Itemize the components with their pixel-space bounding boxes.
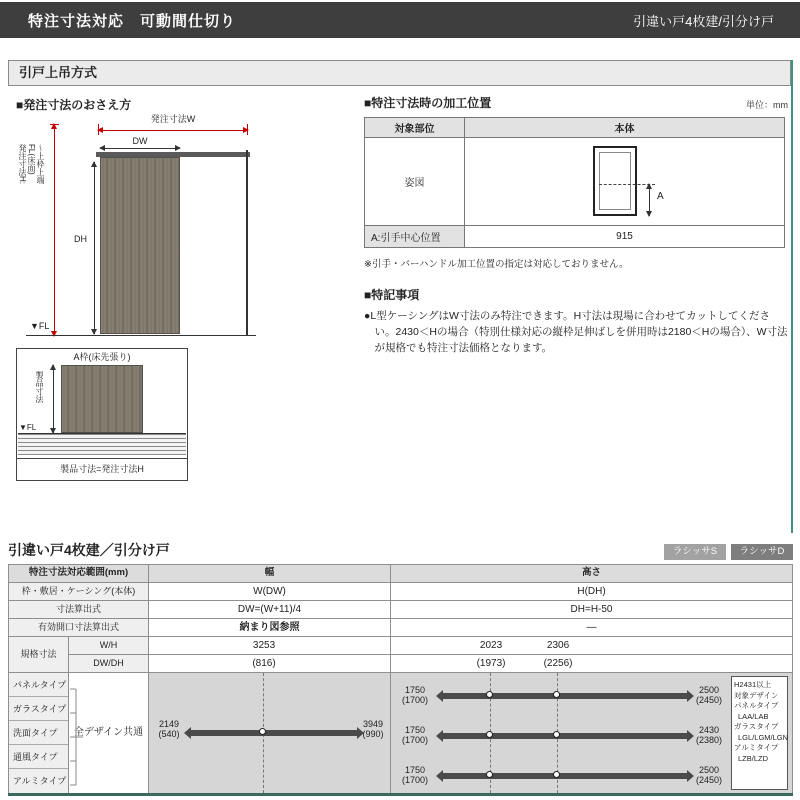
- width-range-diagram: [149, 673, 391, 795]
- width-min-sub: (540): [158, 729, 180, 739]
- h2431-note-line: LZB/LZD: [738, 753, 769, 763]
- machining-col-body: 本体: [465, 118, 785, 138]
- height-min-sub: (1700): [402, 735, 429, 745]
- height-range-bar: [443, 733, 687, 739]
- h2431-note-line: 対象デザイン: [734, 690, 779, 700]
- a-frame-title: A枠(床先張り): [73, 352, 131, 362]
- handle-center-label: A:引手中心位置: [365, 226, 465, 248]
- dim-h-label-line1: 発注寸法H:: [18, 144, 27, 184]
- height-min-label: [395, 725, 435, 745]
- height-min-value: 1750: [405, 725, 426, 735]
- type-group-brace: [70, 677, 84, 795]
- door-panel: [100, 157, 180, 334]
- product-dim-arrow: [53, 365, 54, 433]
- height-range-diagram: [391, 673, 793, 795]
- all-designs-cell: [69, 673, 149, 795]
- page-title: 特注寸法対応 可動間仕切り: [28, 12, 237, 30]
- dim-w-tick-left: [98, 124, 99, 135]
- height-max-label: [689, 765, 729, 785]
- door-type-label: パネルタイプ: [9, 673, 68, 697]
- height-max-label: [689, 725, 729, 745]
- opening-row-height: ―: [391, 619, 793, 637]
- width-standard-dot: [259, 728, 266, 735]
- height-max-sub: (2450): [696, 695, 723, 705]
- standard-dw-value: (816): [252, 658, 276, 669]
- width-min-label: [149, 719, 189, 739]
- dim-a-arrow: [649, 184, 650, 216]
- h2431-note-line: LGL/LGM/LGN: [738, 732, 789, 742]
- door-type-label: ガラスタイプ: [9, 697, 68, 721]
- height-range-bar: [443, 773, 687, 779]
- machining-heading: ■特注寸法時の加工位置: [364, 96, 492, 110]
- handle-center-value: 915: [465, 226, 785, 248]
- badge-lasissa-s: ラシッサS: [664, 544, 726, 560]
- all-designs-label: 全デザイン共通: [73, 727, 144, 739]
- height-standard-dot: [486, 771, 493, 778]
- dim-h-tick-top: [50, 124, 59, 125]
- frame-row-width: W(DW): [149, 583, 391, 601]
- machining-figure-label: 姿図: [365, 138, 465, 226]
- h2431-note-line: ガラスタイプ: [734, 722, 779, 731]
- machining-table: [364, 117, 785, 248]
- standard-size-label: 規格寸法: [9, 637, 69, 673]
- dim-w-label: 発注寸法W: [150, 114, 196, 124]
- door-type-label: 通風タイプ: [9, 745, 68, 769]
- product-dim-label: 製品寸法: [35, 371, 44, 403]
- opening-row-label: 有効開口寸法算出式: [9, 619, 149, 637]
- width-max-sub: (990): [362, 729, 384, 739]
- section-title-hanging-method: 引戸上吊方式: [8, 60, 791, 86]
- standard-height-cell: [391, 637, 793, 655]
- h2431-note-line: パネルタイプ: [734, 701, 779, 710]
- size-range-section: [8, 538, 793, 796]
- h2431-note-line: H2431以上: [734, 680, 772, 689]
- door-outline: [593, 146, 637, 216]
- standard-width-cell: [149, 637, 391, 655]
- standard-dh-cell: [391, 655, 793, 673]
- machining-column: [364, 94, 788, 356]
- head-width: 幅: [149, 565, 391, 583]
- width-min-value: 2149: [159, 719, 180, 729]
- height-max-value: 2500: [699, 685, 720, 695]
- h2431-design-note: [731, 676, 788, 790]
- remarks-heading: ■特記事項: [364, 288, 420, 302]
- standard-dw-cell: [149, 655, 391, 673]
- opening-row-width: 納まり図参照: [149, 619, 391, 637]
- top-header-bar: [0, 2, 800, 38]
- height-standard-dot: [553, 771, 560, 778]
- upper-content: [8, 86, 791, 533]
- standard-wh-label: W/H: [69, 637, 149, 655]
- height-min-label: [395, 685, 435, 705]
- product-type-label: 引違い戸4枚建/引分け戸: [633, 13, 774, 29]
- formula-row-width: DW=(W+11)/4: [149, 601, 391, 619]
- dim-h-label-line2: FL(床面): [27, 144, 36, 175]
- door-type-label: 洗面タイプ: [9, 721, 68, 745]
- machining-note: ※引手・バーハンドル加工位置の指定は対応しておりません。: [364, 259, 629, 270]
- order-dimension-diagram: [16, 114, 361, 350]
- a-frame-diagram: [16, 348, 188, 481]
- height-max-sub: (2380): [696, 735, 723, 745]
- floor-hatch: [18, 434, 186, 455]
- height-min-label: [395, 765, 435, 785]
- a-frame-caption: 製品寸法=発注寸法H: [17, 458, 187, 480]
- size-range-table: [8, 564, 793, 796]
- height-max-value: 2500: [699, 765, 720, 775]
- height-max-sub: (2450): [696, 775, 723, 785]
- door-type-list: [9, 673, 69, 795]
- hanging-method-section: [8, 60, 793, 533]
- dim-dh-arrow: [94, 162, 95, 334]
- head-range: 特注寸法対応範囲(mm): [9, 565, 149, 583]
- door-outline-inner: [599, 152, 631, 210]
- height-max-label: [689, 685, 729, 705]
- frame-row-label: 枠・敷居・ケーシング(本体): [9, 583, 149, 601]
- dim-dh-label: DH: [74, 234, 87, 244]
- height-min-sub: (1700): [402, 775, 429, 785]
- dim-w-tick-right: [247, 124, 248, 135]
- head-height: 高さ: [391, 565, 793, 583]
- dim-h-label-line3: ～上枠上端: [36, 144, 45, 184]
- formula-row-height: DH=H-50: [391, 601, 793, 619]
- width-max-value: 3949: [363, 719, 384, 729]
- standard-dh1-value: (1973): [476, 658, 506, 669]
- height-min-value: 1750: [405, 765, 426, 775]
- width-max-label: [355, 719, 391, 739]
- height-standard-dot: [486, 731, 493, 738]
- floor-level-label: ▼FL: [30, 321, 50, 331]
- floor-line: [26, 335, 256, 336]
- dim-a-label: A: [657, 191, 664, 202]
- dim-w-arrow: [98, 130, 248, 131]
- remarks-bullet: ●L型ケーシングはW寸法のみ特注できます。H寸法は現場に合わせてカットしてください。2430＜Hの場合（特別仕様対応の縦枠足伸ばしを併用時は2180＜Hの場合）、W寸法が規格でも特注寸法価格となります。: [364, 310, 788, 354]
- machining-col-part: 対象部位: [365, 118, 465, 138]
- width-range-bar: [191, 730, 357, 736]
- unit-label: 単位：mm: [746, 100, 788, 110]
- side-frame-line: [246, 150, 248, 336]
- height-standard-dot: [553, 731, 560, 738]
- dim-h-label: [18, 144, 45, 304]
- formula-row-label: 寸法算出式: [9, 601, 149, 619]
- h2431-note-line: アルミタイプ: [734, 743, 779, 752]
- standard-dwdh-label: DW/DH: [69, 655, 149, 673]
- floor-level-label-lower: ▼FL: [19, 423, 37, 432]
- h2431-note-line: LAA/LAB: [738, 711, 769, 721]
- machining-figure-cell: [465, 138, 785, 226]
- frame-row-height: H(DH): [391, 583, 793, 601]
- height-min-sub: (1700): [402, 695, 429, 705]
- standard-w-value: 3253: [252, 640, 276, 651]
- standard-h2-value: 2306: [546, 640, 570, 651]
- order-dims-heading: ■発注寸法のおさえ方: [16, 98, 132, 112]
- door-type-label: アルミタイプ: [13, 776, 67, 786]
- size-range-title: 引違い戸4枚建／引分け戸: [8, 542, 170, 558]
- height-range-bar: [443, 693, 687, 699]
- series-badges: [664, 544, 793, 560]
- height-min-value: 1750: [405, 685, 426, 695]
- dim-h-arrow: [54, 124, 55, 336]
- dim-dw-arrow: [100, 148, 180, 149]
- standard-dh2-value: (2256): [543, 658, 573, 669]
- standard-h1-value: 2023: [479, 640, 503, 651]
- dim-dw-label: DW: [132, 136, 148, 146]
- door-panel-lower: [61, 365, 143, 433]
- badge-lasissa-d: ラシッサD: [731, 544, 793, 560]
- height-max-value: 2430: [699, 725, 720, 735]
- height-standard-dot: [553, 691, 560, 698]
- height-standard-dot: [486, 691, 493, 698]
